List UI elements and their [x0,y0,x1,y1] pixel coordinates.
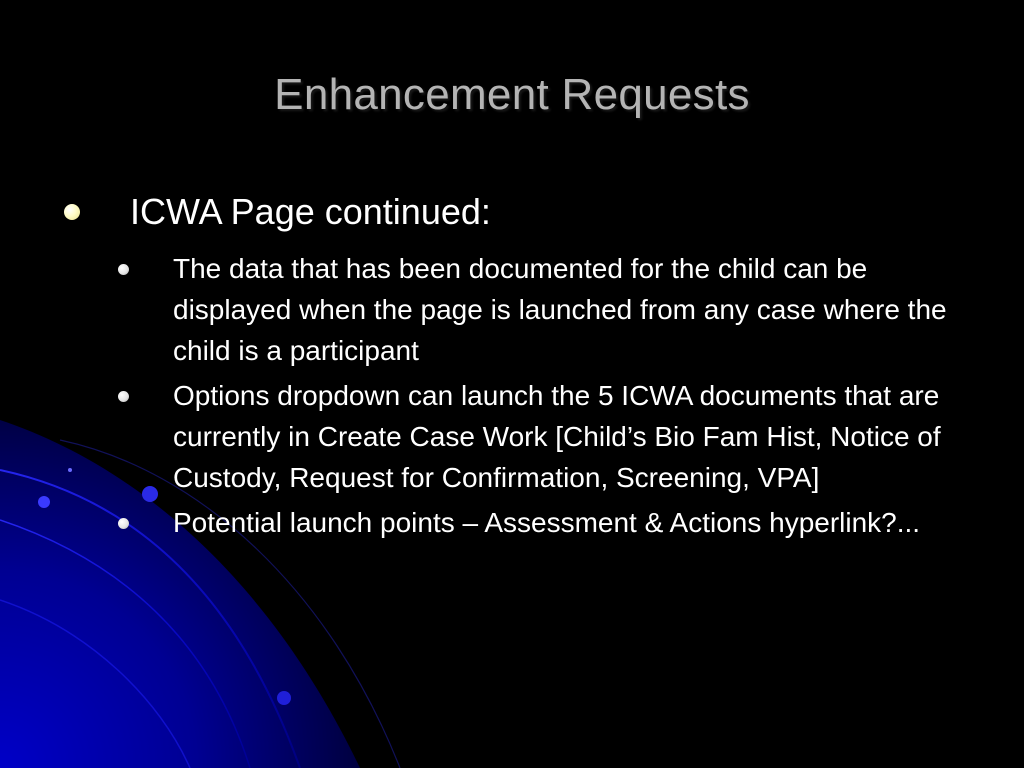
sub-bullet-text: The data that has been documented for the child can be displayed when the page is launched from any case where the child is a participant [173,253,947,366]
bullet-icon [118,264,129,275]
slide-body [60,190,960,547]
bullet-icon [118,391,129,402]
bullet-level1 [60,190,960,234]
sub-bullet [60,502,953,543]
bullet-icon [118,518,129,529]
sub-bullet [60,375,953,498]
slide-title: Enhancement Requests [274,70,750,119]
sub-bullet-text: Options dropdown can launch the 5 ICWA documents that are currently in Create Case Work [Child’s Bio Fam Hist, Notice of Custody, Request for Confirmation, Screening, VPA] [173,380,941,493]
bullet-text: ICWA Page continued: [130,191,491,232]
bullet-icon [64,204,80,220]
sub-bullet [60,248,953,371]
sub-bullet-text: Potential launch points – Assessment & Actions hyperlink?... [173,507,921,538]
